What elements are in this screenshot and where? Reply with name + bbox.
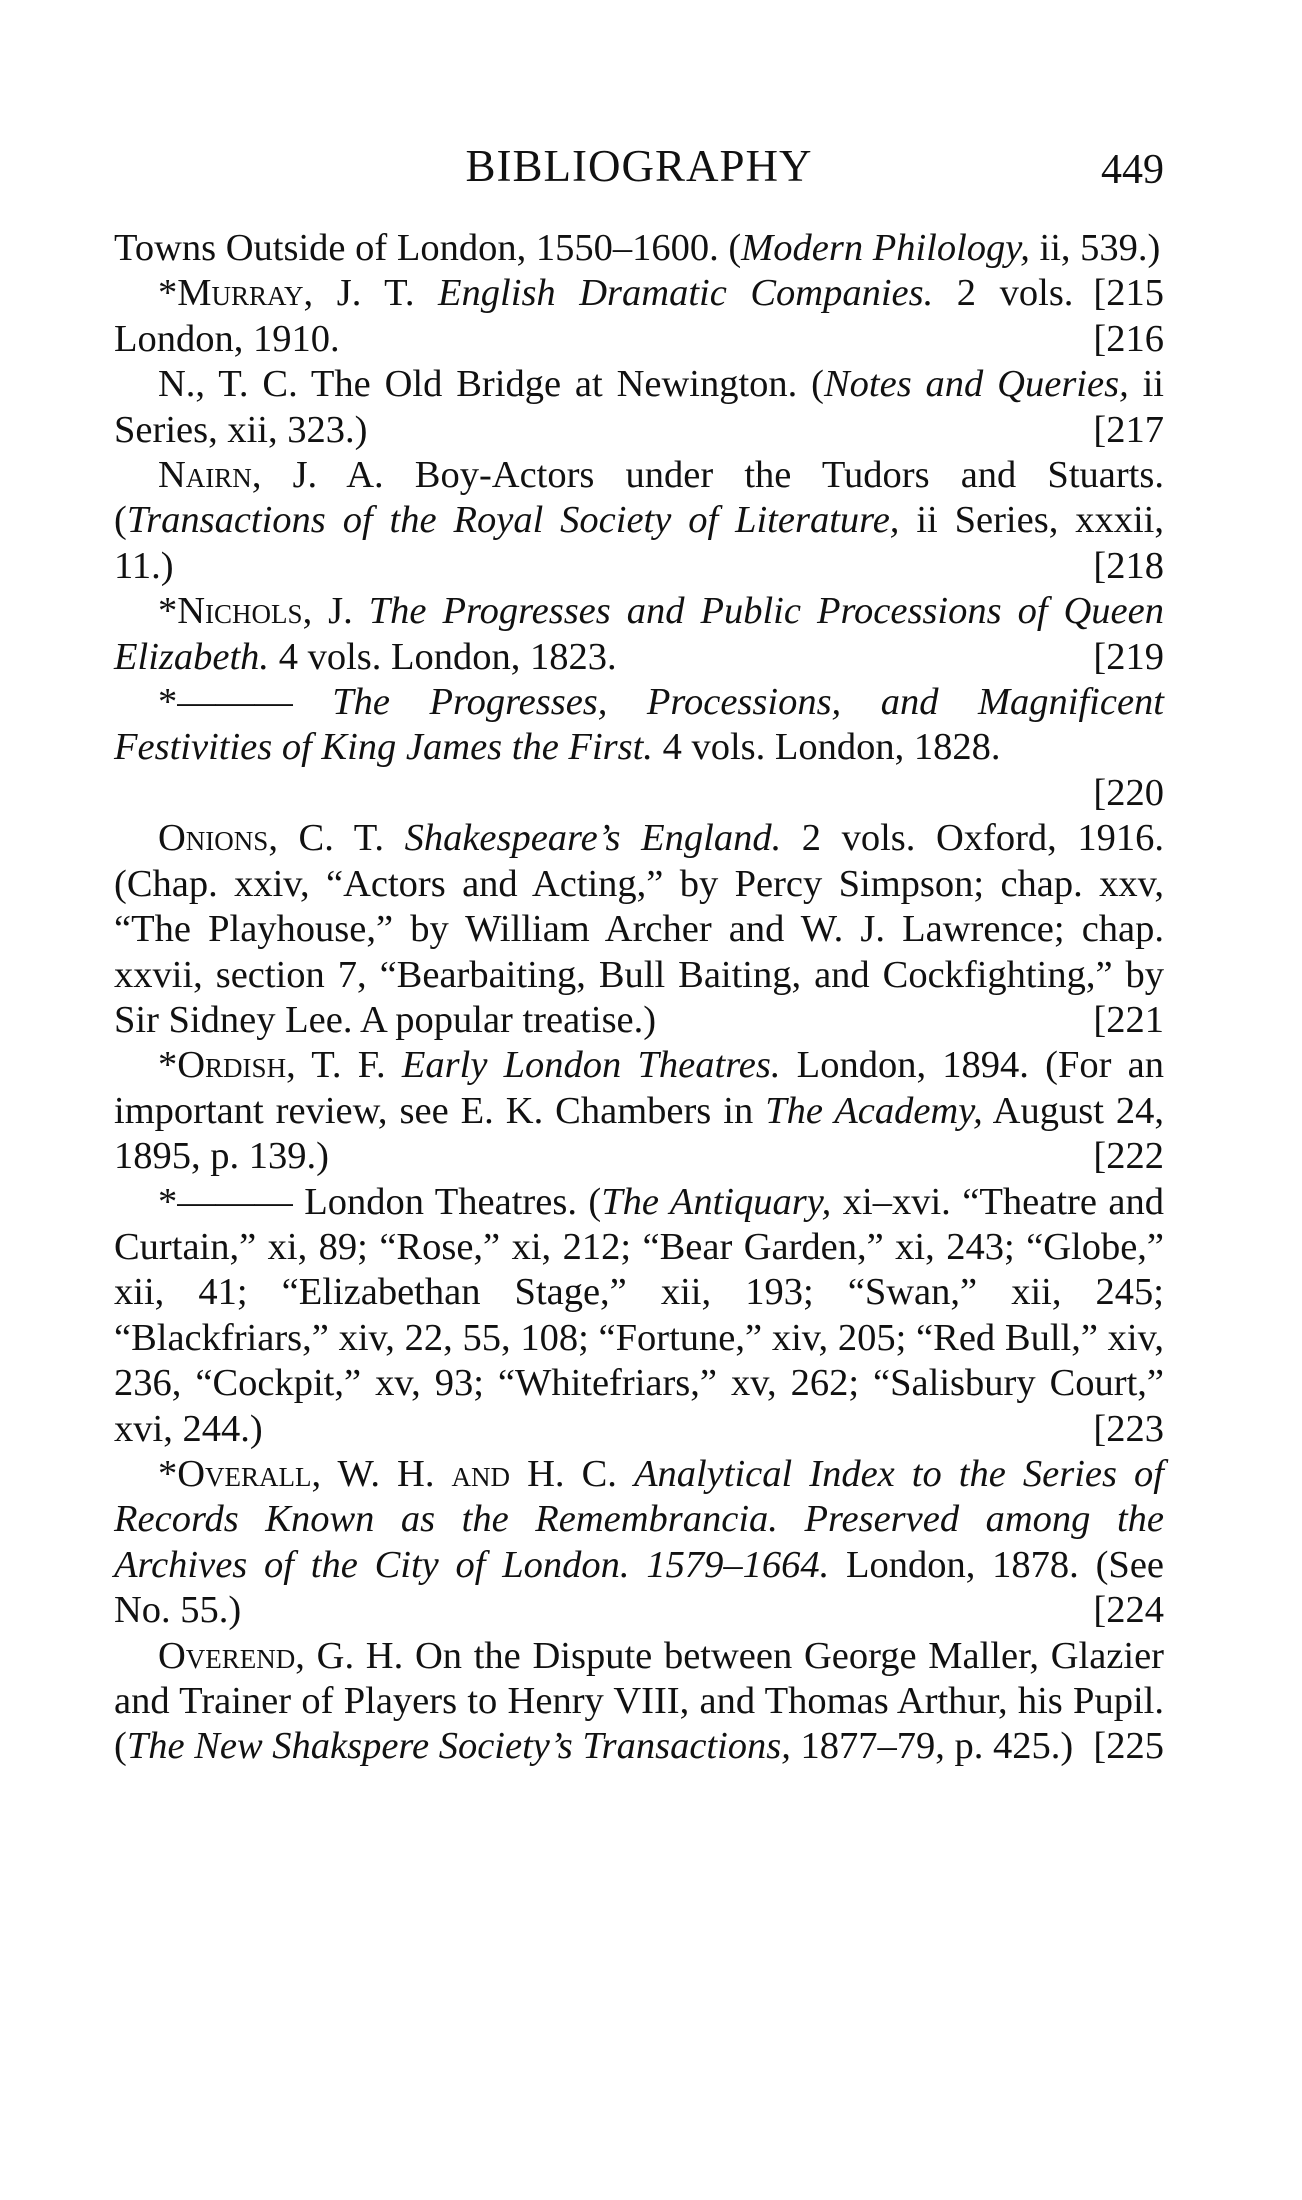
bibliography-entry xyxy=(114,589,1164,680)
entry-text: August 24, 1895, p. 139.) xyxy=(114,1089,1164,1178)
entry-author-name: Onions xyxy=(158,817,269,860)
entry-number: [216 xyxy=(1093,317,1164,360)
entry-text: , C. T. xyxy=(268,817,405,860)
bibliography-entry xyxy=(114,362,1164,453)
entry-number: [222 xyxy=(1093,1135,1164,1178)
bibliography-entry xyxy=(114,1634,1164,1770)
entry-number: [215 xyxy=(1093,272,1164,315)
entry-text: , J. xyxy=(302,590,369,633)
entry-number: [217 xyxy=(1093,408,1164,451)
page-number: 449 xyxy=(1101,147,1164,193)
entry-author-name: Nairn xyxy=(158,454,252,497)
entry-text: *——— xyxy=(158,681,333,724)
entry-number: [221 xyxy=(1093,998,1164,1041)
entry-italic-text: Shakespeare’s England. xyxy=(404,817,782,860)
entry-text: H. C. xyxy=(510,1452,634,1495)
entry-text: ii Series, xii, 323.) xyxy=(114,363,1164,451)
entry-number: [220 xyxy=(1093,771,1164,814)
document-page xyxy=(114,140,1164,1770)
bibliography-entry xyxy=(114,1452,1164,1634)
entry-italic-text: Early London Theatres. xyxy=(401,1044,781,1087)
entry-author-name: Ordish xyxy=(177,1044,287,1087)
entry-text: , J. A. Boy-Actors under the Tudors and Stuarts. ( xyxy=(114,454,1164,542)
entry-italic-text: The New Shakspere Society’s Transactions, xyxy=(126,1725,791,1768)
entry-text: 4 vols. London, 1828. xyxy=(652,726,1001,769)
entry-text: * xyxy=(158,1452,178,1495)
entry-text: , G. H. On the Dispute between George Maller, Glazier and Trainer of Players to Henry VIII, and Thomas Arthur, his Pupil. ( xyxy=(114,1634,1164,1768)
entry-text: * xyxy=(158,272,178,315)
entry-number: [224 xyxy=(1093,1589,1164,1632)
entry-text: N., T. C. The Old Bridge at Newington. ( xyxy=(158,363,824,406)
entry-text: , J. T. xyxy=(303,272,439,315)
entry-author-name: Nichols xyxy=(177,590,303,633)
entry-italic-text: Analytical Index to the Series of Records Known as the Remembrancia. Preserved among the Archives of the City of London. 1579–1664. xyxy=(114,1452,1165,1586)
entry-italic-text: The Academy, xyxy=(765,1089,983,1132)
entry-text: 1877–79, p. 425.) xyxy=(790,1725,1074,1768)
entry-author-name: Overend xyxy=(158,1634,296,1677)
entry-text: ii, 539.) xyxy=(1029,227,1161,269)
entry-text: * xyxy=(158,1044,178,1087)
entry-text: ii Series, xxxii, 11.) xyxy=(114,499,1164,587)
entry-text: London, 1878. (See No. 55.) xyxy=(114,1543,1164,1632)
entry-italic-text: Modern Philology, xyxy=(741,227,1030,269)
entry-number: [218 xyxy=(1093,544,1164,587)
entry-number: [223 xyxy=(1093,1407,1164,1450)
entry-text: 2 vols. Oxford, 1916. (Chap. xxiv, “Actors and Acting,” by Percy Simpson; chap. xxv, “The Playhouse,” by William Archer and W. J. Lawrence; chap. xxvii, section 7, “Bearbaiting, Bull Baiting, and Cockfighting,” by Sir Sidney Lee. A popular treatise.) xyxy=(114,817,1165,1041)
bibliography-entry xyxy=(114,816,1164,1043)
entry-number: [219 xyxy=(1093,635,1164,678)
entry-text: , T. F. xyxy=(286,1044,402,1087)
entry-italic-text: The Antiquary, xyxy=(601,1180,832,1223)
entry-author-name: Overall xyxy=(177,1452,312,1495)
bibliography-entry xyxy=(114,680,1164,816)
bibliography-entry xyxy=(114,1180,1164,1452)
entry-text: 4 vols. London, 1823. xyxy=(269,635,617,678)
entry-text: 2 vols. London, 1910. xyxy=(114,272,1074,360)
entry-author-name: Murray xyxy=(177,272,304,315)
entry-italic-text: English Dramatic Companies. xyxy=(438,272,934,315)
running-head xyxy=(114,140,1164,202)
entry-text: London, 1894. (For an important review, see E. K. Chambers in xyxy=(114,1044,1164,1132)
entry-text: * xyxy=(158,590,178,633)
entry-text: *——— London Theatres. ( xyxy=(158,1180,602,1223)
entry-author-name: and xyxy=(451,1452,511,1495)
bibliography-entry xyxy=(114,1043,1164,1179)
bibliography-entry xyxy=(114,271,1164,362)
entry-italic-text: The Progresses, Processions, and Magnificent Festivities of King James the First. xyxy=(114,681,1164,769)
entry-italic-text: The Progresses and Public Processions of Queen Elizabeth. xyxy=(114,590,1164,678)
entry-number: [225 xyxy=(1093,1725,1164,1768)
entry-text: , W. H. xyxy=(311,1452,452,1495)
entry-italic-text: Notes and Queries, xyxy=(823,363,1129,406)
bibliography-list xyxy=(114,226,1164,1770)
page-title: BIBLIOGRAPHY xyxy=(465,141,813,191)
entry-text: Towns Outside of London, 1550–1600. ( xyxy=(114,227,742,269)
entry-text: xi–xvi. “Theatre and Curtain,” xi, 89; “Rose,” xi, 212; “Bear Garden,” xi, 243; “Globe,” xii, 41; “Elizabethan Stage,” xii, 193; “Swan,” xii, 245; “Blackfriars,” xiv, 22, 55, 108; “Fortune,” xiv, 205; “Red Bull,” xiv, 236, “Cockpit,” xv, 93; “Whitefriars,” xv, 262; “Salisbury Court,” xvi, 244.) xyxy=(114,1180,1164,1450)
entry-italic-text: Transactions of the Royal Society of Literature, xyxy=(126,499,900,542)
bibliography-entry xyxy=(114,453,1164,589)
